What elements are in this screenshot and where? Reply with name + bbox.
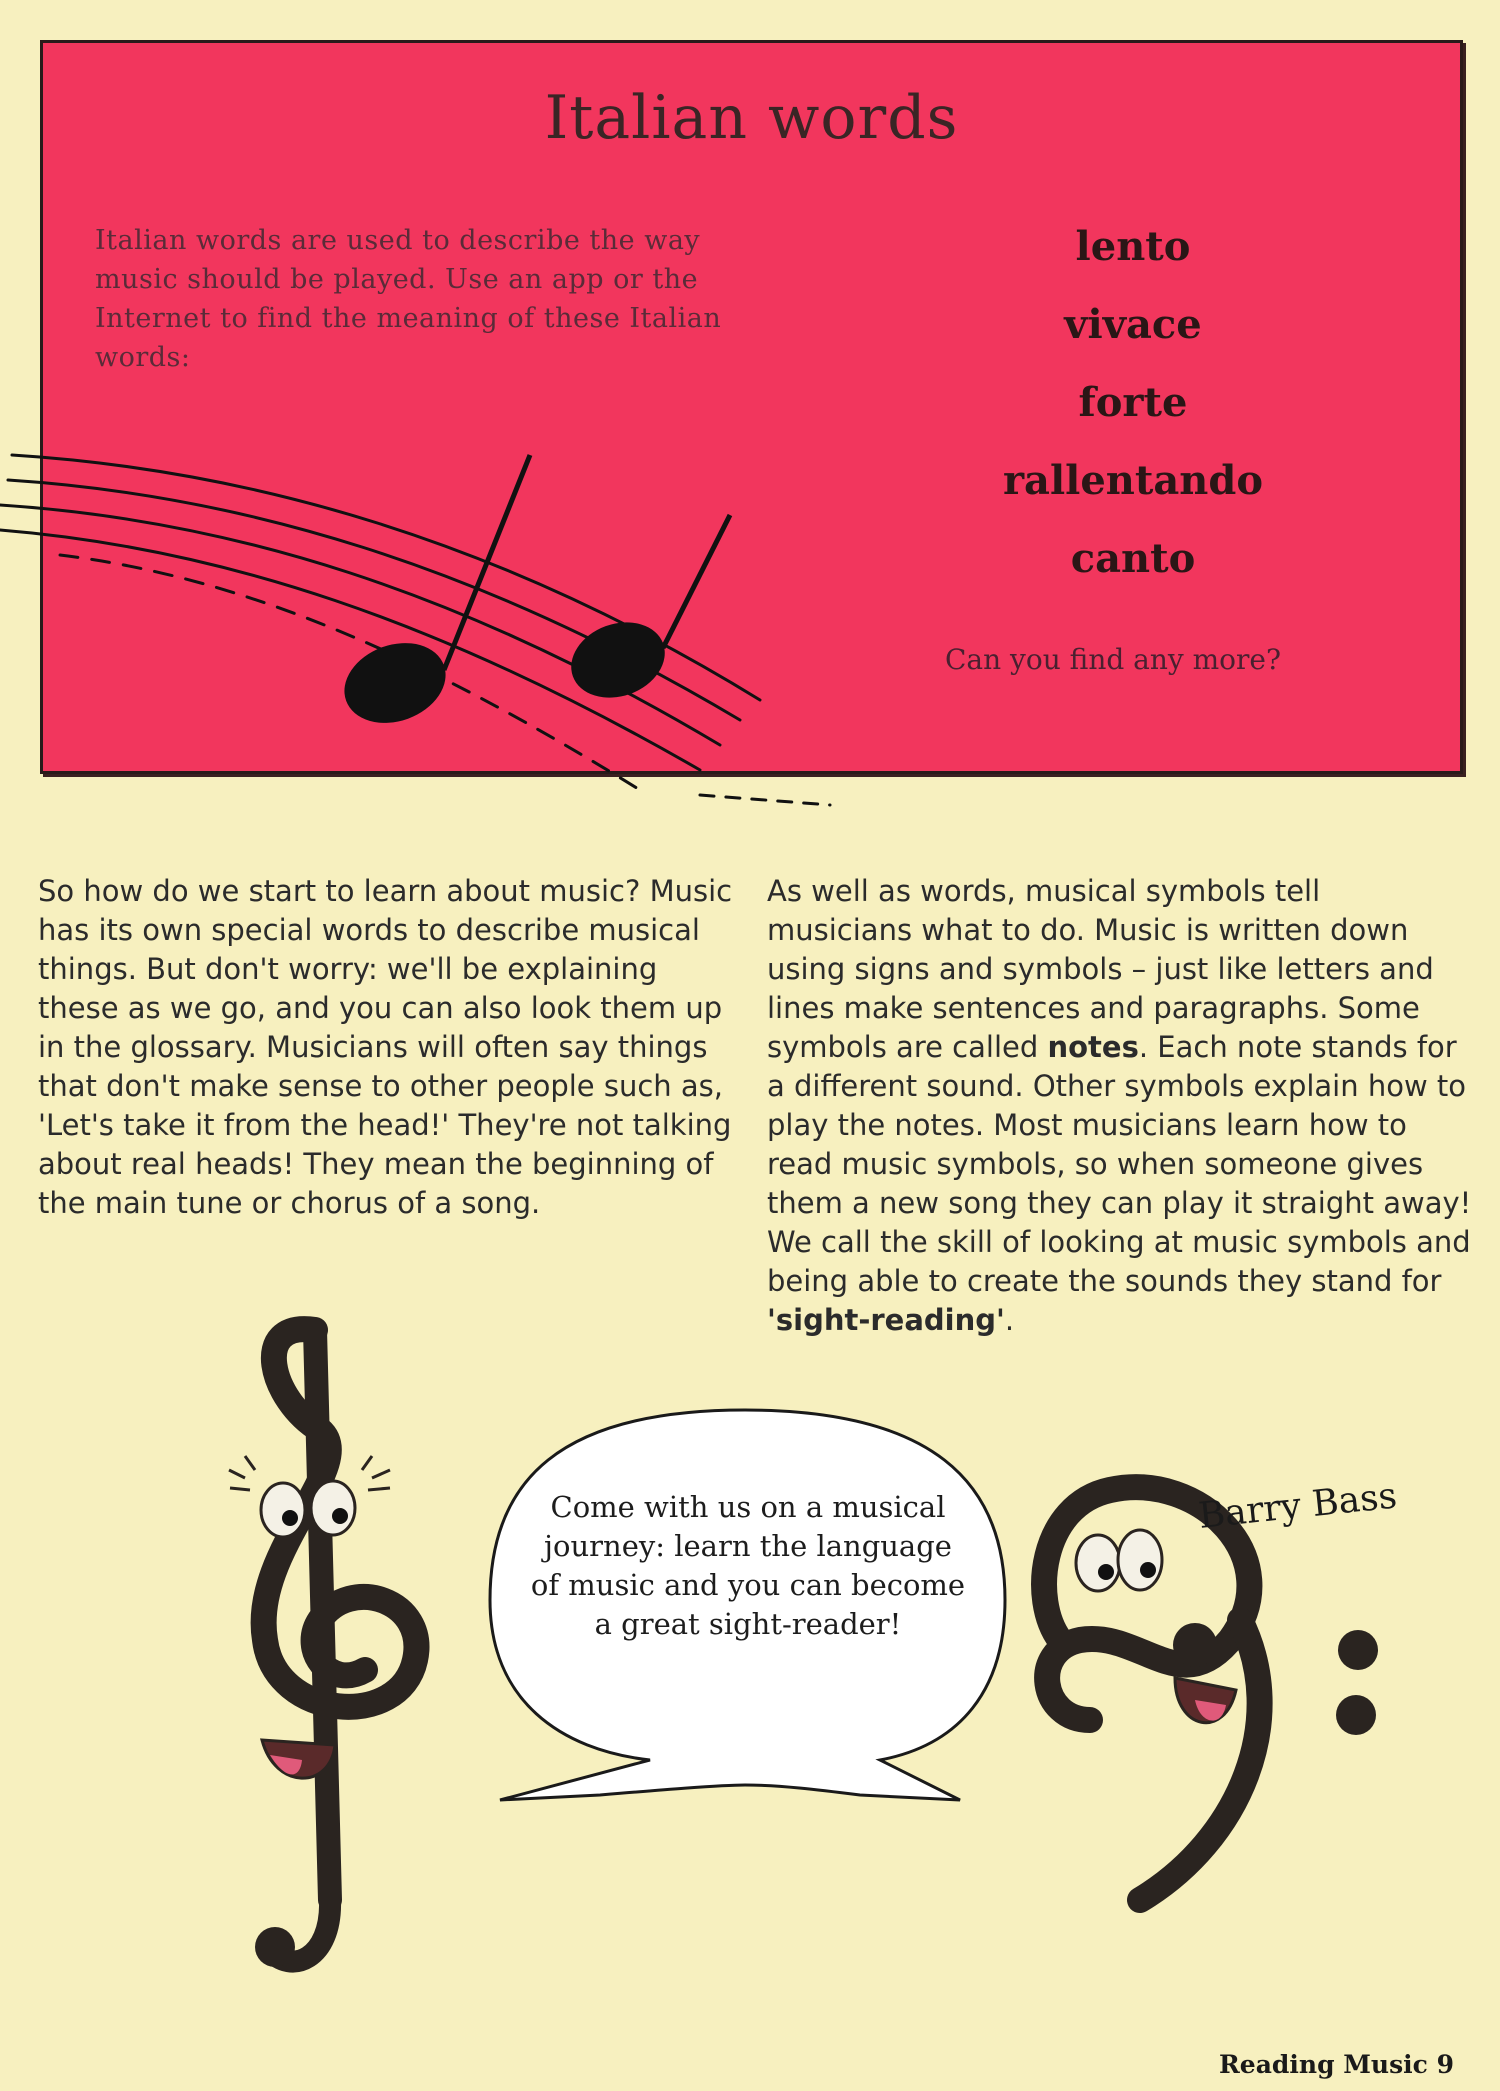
bass-eyes [1076,1530,1162,1591]
panel-title: Italian words [544,83,959,153]
italian-word: canto [1070,535,1196,582]
term-sight-reading: 'sight-reading' [767,1303,1005,1337]
speech-bubble-text: Come with us on a musical journey: learn the language of music and you can become a great sight-reader! [530,1490,966,1641]
character-name-label: Barry Bass [1196,1475,1399,1537]
intro-paragraph-left: So how do we start to learn about music? Music has its own special words to describe musical things. But don't worry: we'll be explaining these as we go, and you can also look them up in the glossary. Musicians will often say things that don't make sense to other people such as, 'Let's take it from the head!' They're not talking about real heads! They mean the beginning of the main tune or chorus of a song. [38,874,733,1220]
page-footer: Reading Music 9 [1219,2050,1454,2079]
term-notes: notes [1047,1030,1139,1064]
panel-intro-text: Italian words are used to describe the way music should be played. Use an app or the Internet to find the meaning of these Italian words: [95,225,722,373]
italian-word: rallentando [1002,457,1264,504]
italian-word: vivace [1064,301,1202,348]
italian-word: lento [1075,223,1191,270]
treble-clef-character-icon [264,1329,417,1961]
italian-word: forte [1078,379,1188,426]
intro-paragraph-right: As well as words, musical symbols tell musicians what to do. Music is written down using signs and symbols – just like letters and lines make sentences and paragraphs. Some symbols are called notes. Each note stands for a different sound. Other symbols explain how to play the notes. Most musicians learn how to read music symbols, so when someone gives them a new song they can play it straight away! We call the skill of looking at music symbols and being able to create the sounds they stand for 'sight-reading'. [767,874,1472,1337]
panel-question: Can you find any more? [944,643,1281,676]
